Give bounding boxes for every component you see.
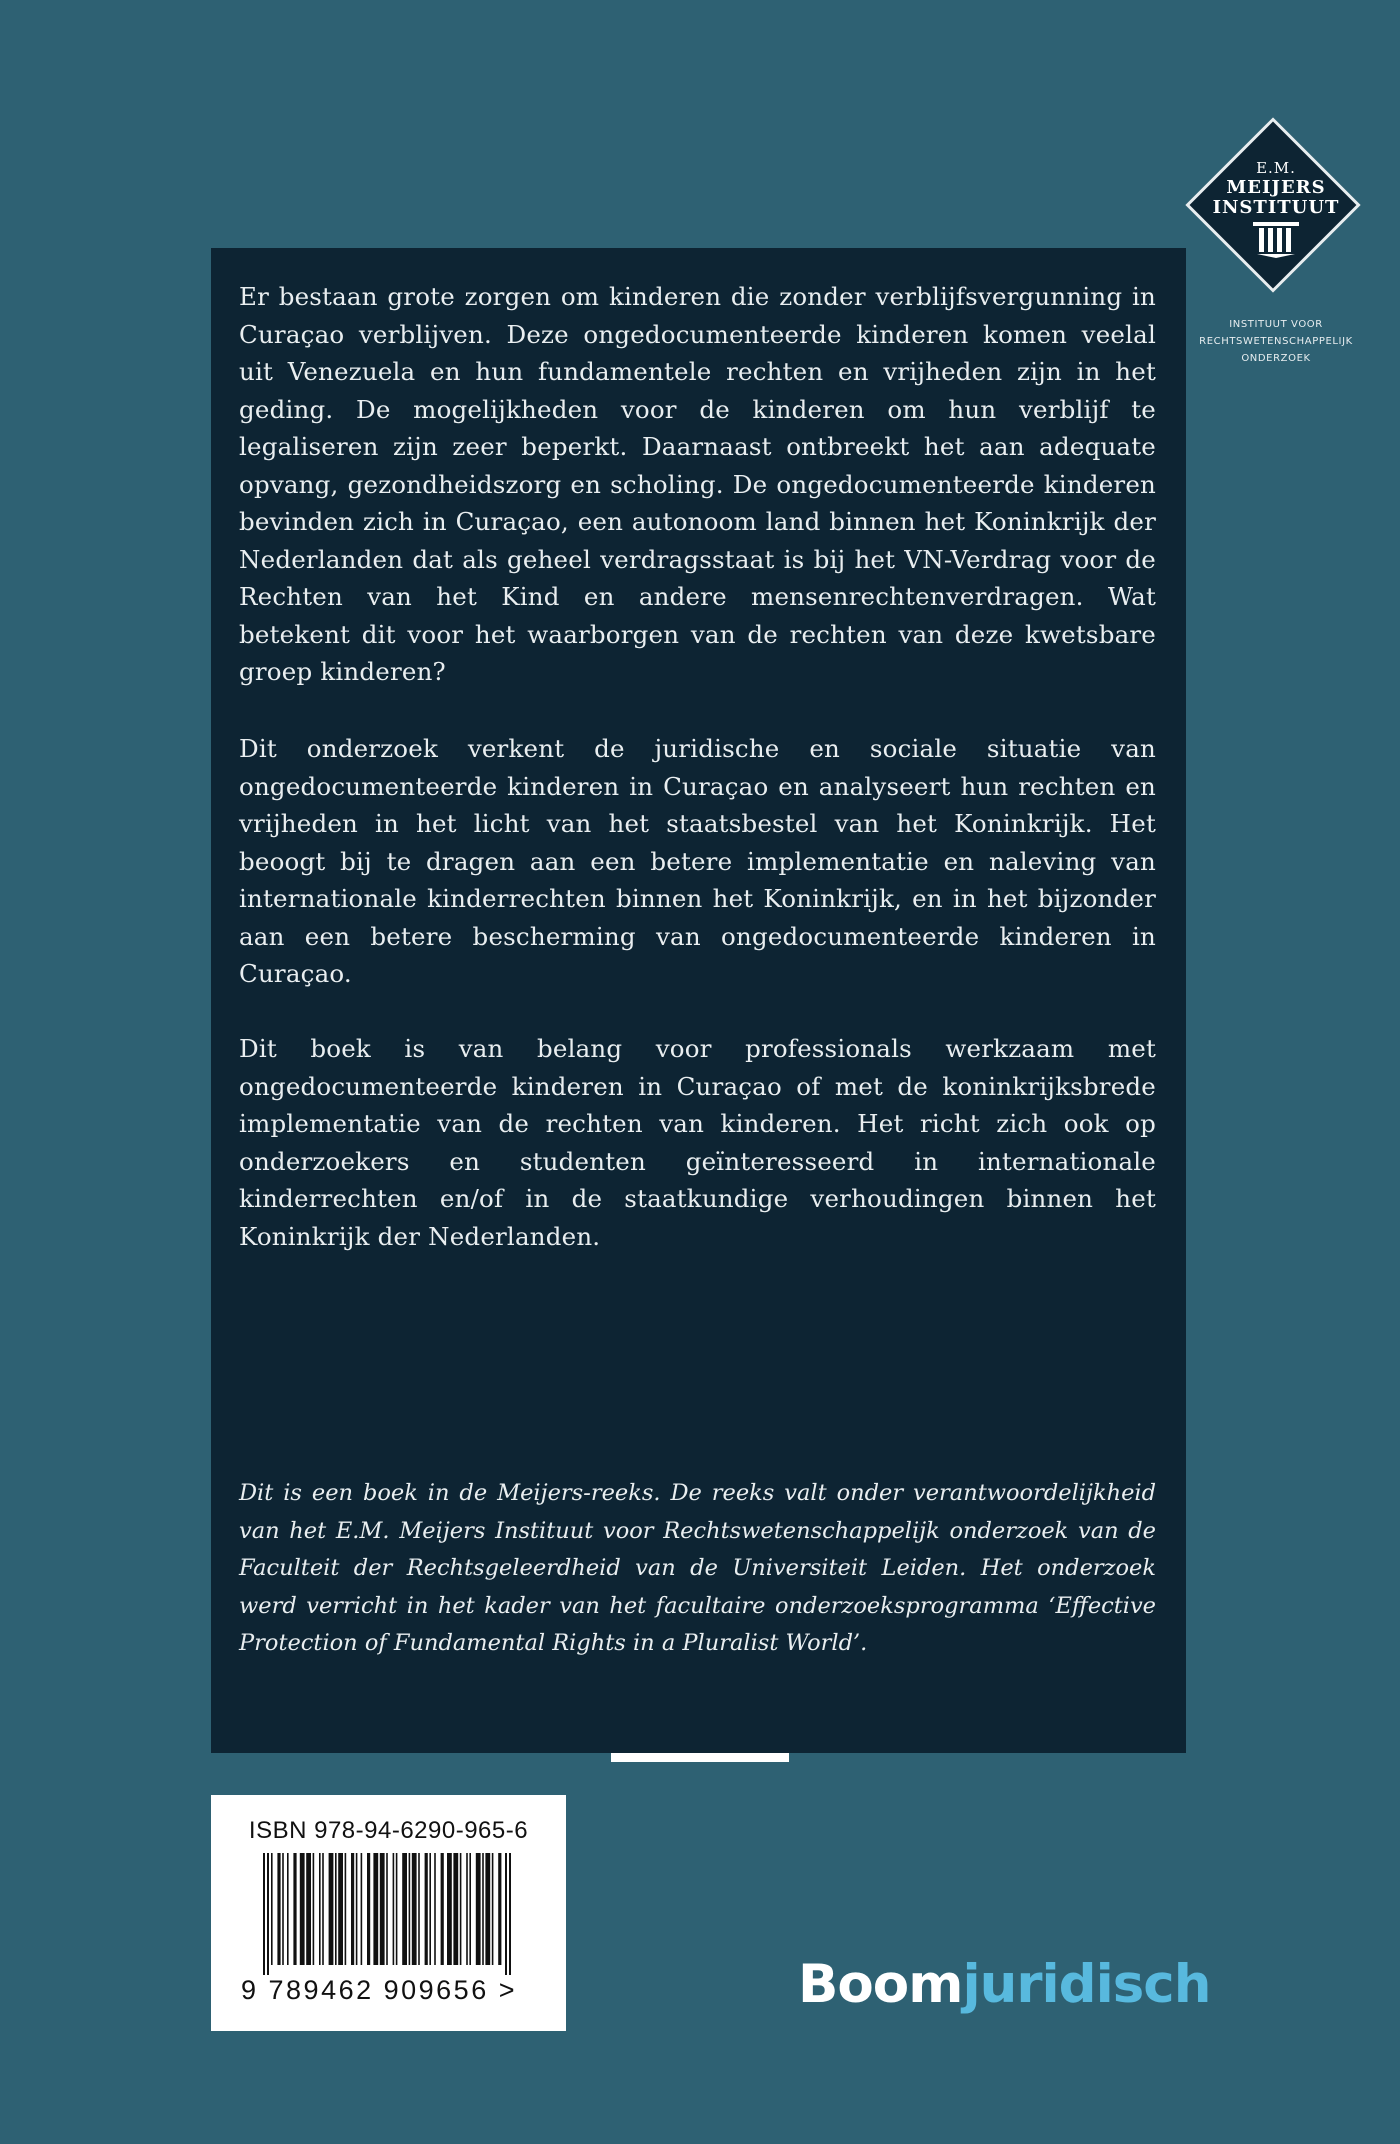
isbn-label: ISBN 978-94-6290-965-6 <box>248 1817 529 1844</box>
barcode-digits: 9 789462 909656 > <box>241 1975 517 2005</box>
barcode-icon <box>261 1853 516 1975</box>
blurb-paragraph: Dit boek is van belang voor professionals werkzaam met ongedocumenteerde kinderen in Curaçao of met de koninkrijksbrede implementatie van de rechten van kinderen. Het richt zich ook op onderzoekers en studenten geïnteresseerd in internationale kinderrechten en/of in de staatkundige verhoudingen binnen het Koninkrijk der Nederlanden. <box>239 1034 1156 1251</box>
blurb-paragraph: Er bestaan grote zorgen om kinderen die zonder verblijfsvergunning in Curaçao verblijven. Deze ongedocumenteerde kinderen komen veelal uit Venezuela en hun fundamentele rechten en vrijheden zijn in het geding. De mogelijkheden voor de kinderen om hun verblijf te legaliseren zijn zeer beperkt. Daarnaast ontbreekt het aan adequate opvang, gezondheidszorg en scholing. De ongedocumenteerde kinderen bevinden zich in Curaçao, een autonoom land binnen het Koninkrijk der Nederlanden dat als geheel verdragsstaat is bij het VN-Verdrag voor de Rechten van het Kind en andere mensenrechtenverdragen. Wat betekent dit voor het waarborgen van de rechten van deze kwetsbare groep kinderen? <box>239 282 1156 686</box>
blurb-paragraph: Dit onderzoek verkent de juridische en sociale situatie van ongedocumenteerde kinderen in Curaçao en analyseert hun rechten en vrijheden in het licht van het staatsbestel van het Koninkrijk. Het beoogt bij te dragen aan een betere implementatie en naleving van internationale kinderrechten binnen het Koninkrijk, en in het bijzonder aan een betere bescherming van ongedocumenteerde kinderen in Curaçao. <box>239 734 1156 988</box>
classical-columns-icon <box>1251 222 1301 258</box>
publisher-logo <box>798 1945 1210 2025</box>
logo-caption-line: ONDERZOEK <box>1241 353 1311 364</box>
series-note: Dit is een boek in de Meijers-reeks. De reeks valt onder verantwoordelijkheid van het E.M. Meijers Instituut voor Rechtswetenschappelijk onderzoek van de Faculteit der Rechtsgeleerdheid van de Universiteit Leiden. Het onderzoek werd verricht in het kader van het facultaire onderzoeksprogramma ‘Effective Protection of Fundamental Rights in a Pluralist World’. <box>239 1480 1156 1656</box>
barcode-box <box>211 1795 566 2031</box>
logo-word-instituut: INSTITUUT <box>1212 197 1340 218</box>
accent-bar <box>611 1753 789 1762</box>
meijers-institute-logo <box>1188 130 1388 380</box>
logo-caption <box>1188 316 1364 367</box>
logo-caption-line: INSTITUUT VOOR <box>1229 319 1323 330</box>
blurb-panel <box>211 248 1186 1753</box>
logo-word-meijers: MEIJERS <box>1226 177 1326 198</box>
logo-caption-line: RECHTSWETENSCHAPPELIJK <box>1199 336 1353 347</box>
publisher-name-boom: Boom <box>798 1954 963 2015</box>
publisher-name-juridisch: juridisch <box>962 1954 1211 2015</box>
logo-text-block <box>1188 158 1364 258</box>
logo-initials: E.M. <box>1256 159 1296 177</box>
